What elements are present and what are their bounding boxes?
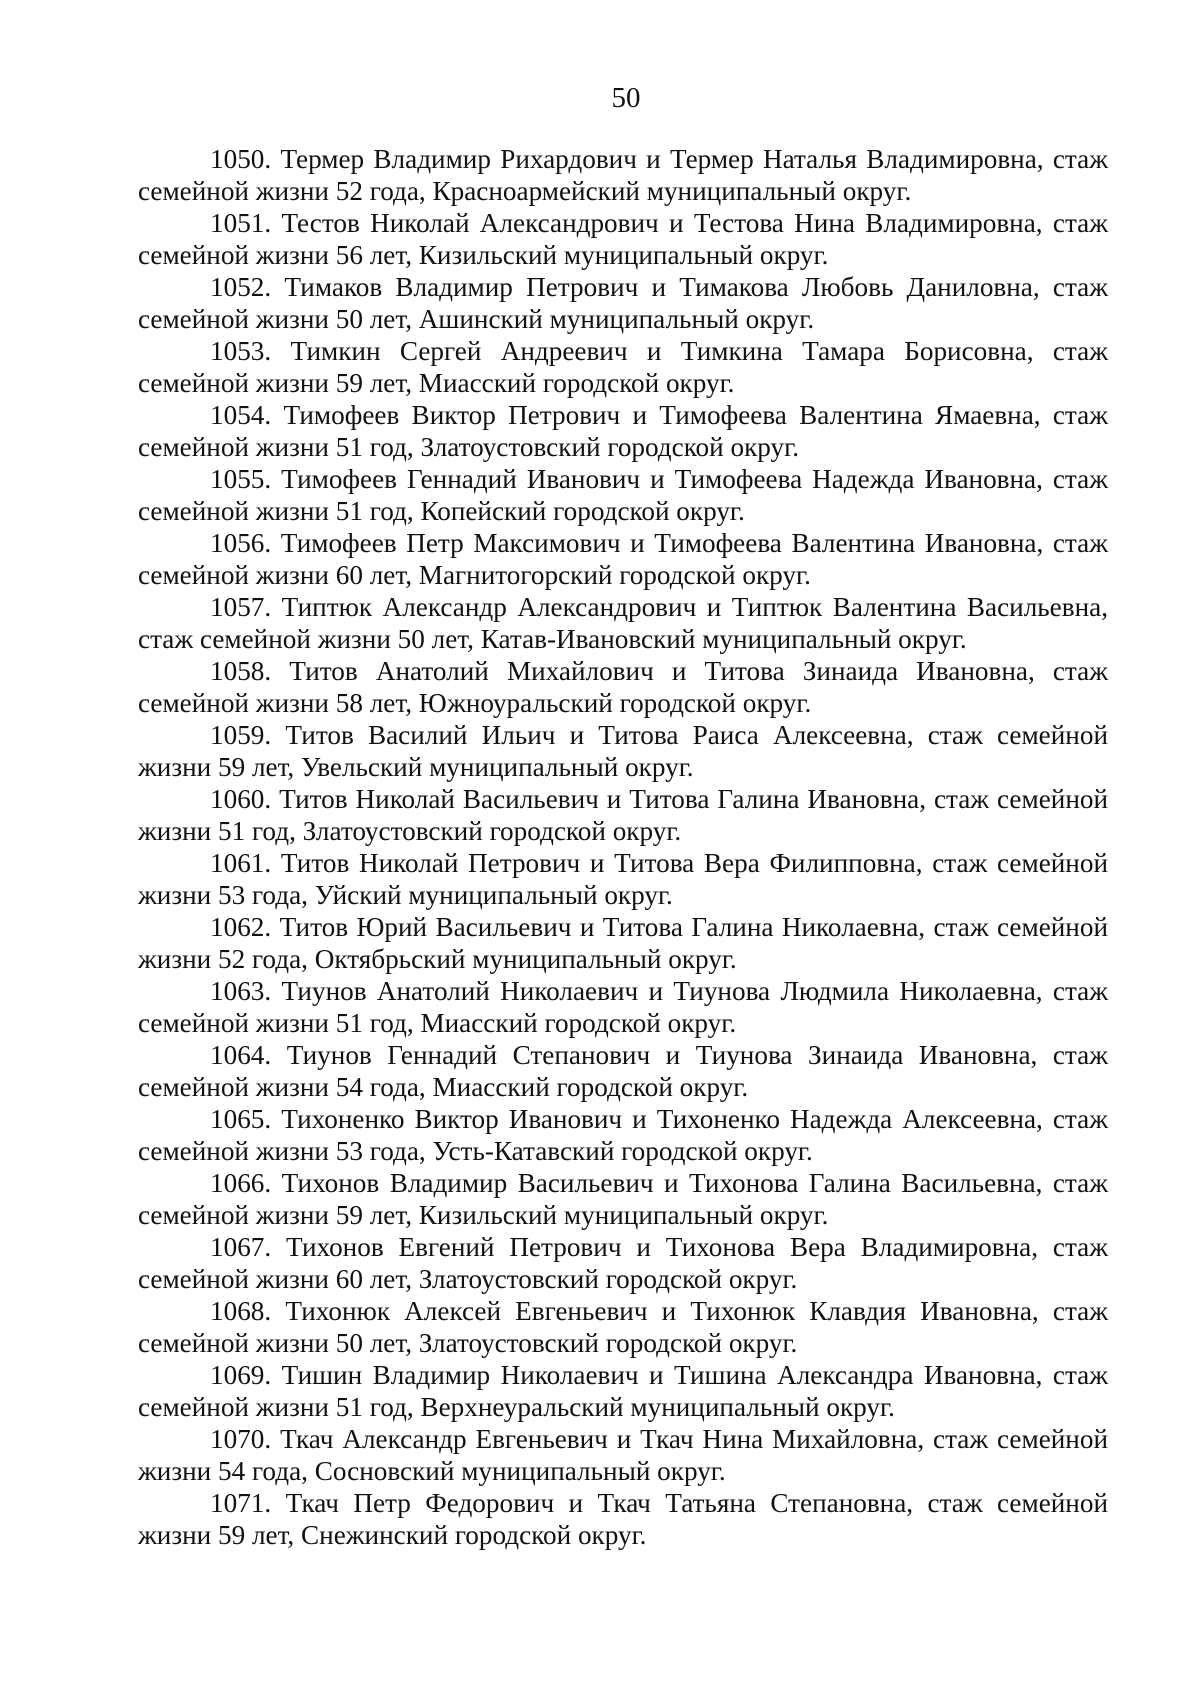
entry-number: 1063. [210,976,272,1006]
list-item [138,207,1108,271]
list-item [138,1167,1108,1231]
entry-text: Тимофеев Петр Максимович и Тимофеева Валентина Ивановна, стаж семейной жизни 60 лет, Магнитогорский городской округ. [138,528,1109,590]
entry-text: Тиунов Анатолий Николаевич и Тиунова Людмила Николаевна, стаж семейной жизни 51 год, Миасский городской округ. [138,976,1109,1038]
entry-text: Тиунов Геннадий Степанович и Тиунова Зинаида Ивановна, стаж семейной жизни 54 года, Миасский городской округ. [138,1040,1109,1102]
entry-text: Титов Николай Петрович и Титова Вера Филипповна, стаж семейной жизни 53 года, Уйский муниципальный округ. [138,848,1108,910]
entry-number: 1052. [210,272,272,302]
page-number: 50 [611,82,641,114]
list-item [138,1487,1108,1551]
entry-text: Типтюк Александр Александрович и Типтюк Валентина Васильевна, стаж семейной жизни 50 лет, Катав-Ивановский муниципальный округ. [138,592,1108,654]
entry-number: 1071. [210,1488,272,1518]
entry-text: Ткач Петр Федорович и Ткач Татьяна Степановна, стаж семейной жизни 59 лет, Снежинский городской округ. [138,1488,1109,1550]
entry-number: 1054. [210,400,272,430]
entry-text: Тестов Николай Александрович и Тестова Нина Владимировна, стаж семейной жизни 56 лет, Кизильский муниципальный округ. [138,208,1109,270]
list-item [138,1231,1108,1295]
entry-text: Ткач Александр Евгеньевич и Ткач Нина Михайловна, стаж семейной жизни 54 года, Сосновский муниципальный округ. [138,1424,1109,1486]
list-item [138,783,1108,847]
list-item [138,527,1108,591]
entry-list [138,143,1108,1551]
list-item [138,1359,1108,1423]
entry-text: Тимкин Сергей Андреевич и Тимкина Тамара Борисовна, стаж семейной жизни 59 лет, Миасский городской округ. [138,336,1108,398]
list-item [138,847,1108,911]
entry-number: 1057. [210,592,272,622]
entry-text: Титов Николай Васильевич и Титова Галина Ивановна, стаж семейной жизни 51 год, Златоустовский городской округ. [138,784,1109,846]
list-item [138,335,1108,399]
list-item [138,1423,1108,1487]
entry-text: Тишин Владимир Николаевич и Тишина Александра Ивановна, стаж семейной жизни 51 год, Верхнеуральский муниципальный округ. [138,1360,1109,1422]
entry-text: Тихоненко Виктор Иванович и Тихоненко Надежда Алексеевна, стаж семейной жизни 53 года, Усть-Катавский городской округ. [138,1104,1108,1166]
list-item [138,655,1108,719]
entry-text: Титов Юрий Васильевич и Титова Галина Николаевна, стаж семейной жизни 52 года, Октябрьский муниципальный округ. [138,912,1109,974]
entry-number: 1069. [210,1360,272,1390]
list-item [138,271,1108,335]
entry-text: Тимофеев Геннадий Иванович и Тимофеева Надежда Ивановна, стаж семейной жизни 51 год, Копейский городской округ. [138,464,1108,526]
list-item [138,975,1108,1039]
entry-number: 1055. [210,464,272,494]
entry-text: Титов Анатолий Михайлович и Титова Зинаида Ивановна, стаж семейной жизни 58 лет, Южноуральский городской округ. [138,656,1108,718]
entry-text: Тихонов Владимир Васильевич и Тихонова Галина Васильевна, стаж семейной жизни 59 лет, Кизильский муниципальный округ. [138,1168,1108,1230]
list-item [138,1295,1108,1359]
list-item [138,463,1108,527]
list-item [138,143,1108,207]
entry-number: 1068. [210,1296,272,1326]
entry-number: 1050. [210,144,272,174]
entry-number: 1053. [210,336,272,366]
entry-text: Тимофеев Виктор Петрович и Тимофеева Валентина Ямаевна, стаж семейной жизни 51 год, Златоустовский городской округ. [138,400,1108,462]
entry-text: Тихонюк Алексей Евгеньевич и Тихонюк Клавдия Ивановна, стаж семейной жизни 50 лет, Златоустовский городской округ. [138,1296,1109,1358]
entry-number: 1062. [210,912,272,942]
entry-text: Тимаков Владимир Петрович и Тимакова Любовь Даниловна, стаж семейной жизни 50 лет, Ашинский муниципальный округ. [138,272,1109,334]
entry-number: 1061. [210,848,272,878]
entry-number: 1067. [210,1232,272,1262]
entry-number: 1051. [210,208,272,238]
entry-number: 1059. [210,720,272,750]
entry-number: 1066. [210,1168,272,1198]
list-item [138,911,1108,975]
entry-text: Титов Василий Ильич и Титова Раиса Алексеевна, стаж семейной жизни 59 лет, Увельский муниципальный округ. [138,720,1108,782]
list-item [138,1039,1108,1103]
list-item [138,591,1108,655]
entry-number: 1060. [210,784,272,814]
list-item [138,719,1108,783]
entry-number: 1070. [210,1424,272,1454]
entry-number: 1056. [210,528,272,558]
entry-number: 1065. [210,1104,272,1134]
entry-number: 1058. [210,656,272,686]
list-item [138,1103,1108,1167]
entry-number: 1064. [210,1040,272,1070]
entry-text: Термер Владимир Рихардович и Термер Наталья Владимировна, стаж семейной жизни 52 года, Красноармейский муниципальный округ. [138,144,1108,206]
list-item [138,399,1108,463]
entry-text: Тихонов Евгений Петрович и Тихонова Вера Владимировна, стаж семейной жизни 60 лет, Златоустовский городской округ. [138,1232,1109,1294]
